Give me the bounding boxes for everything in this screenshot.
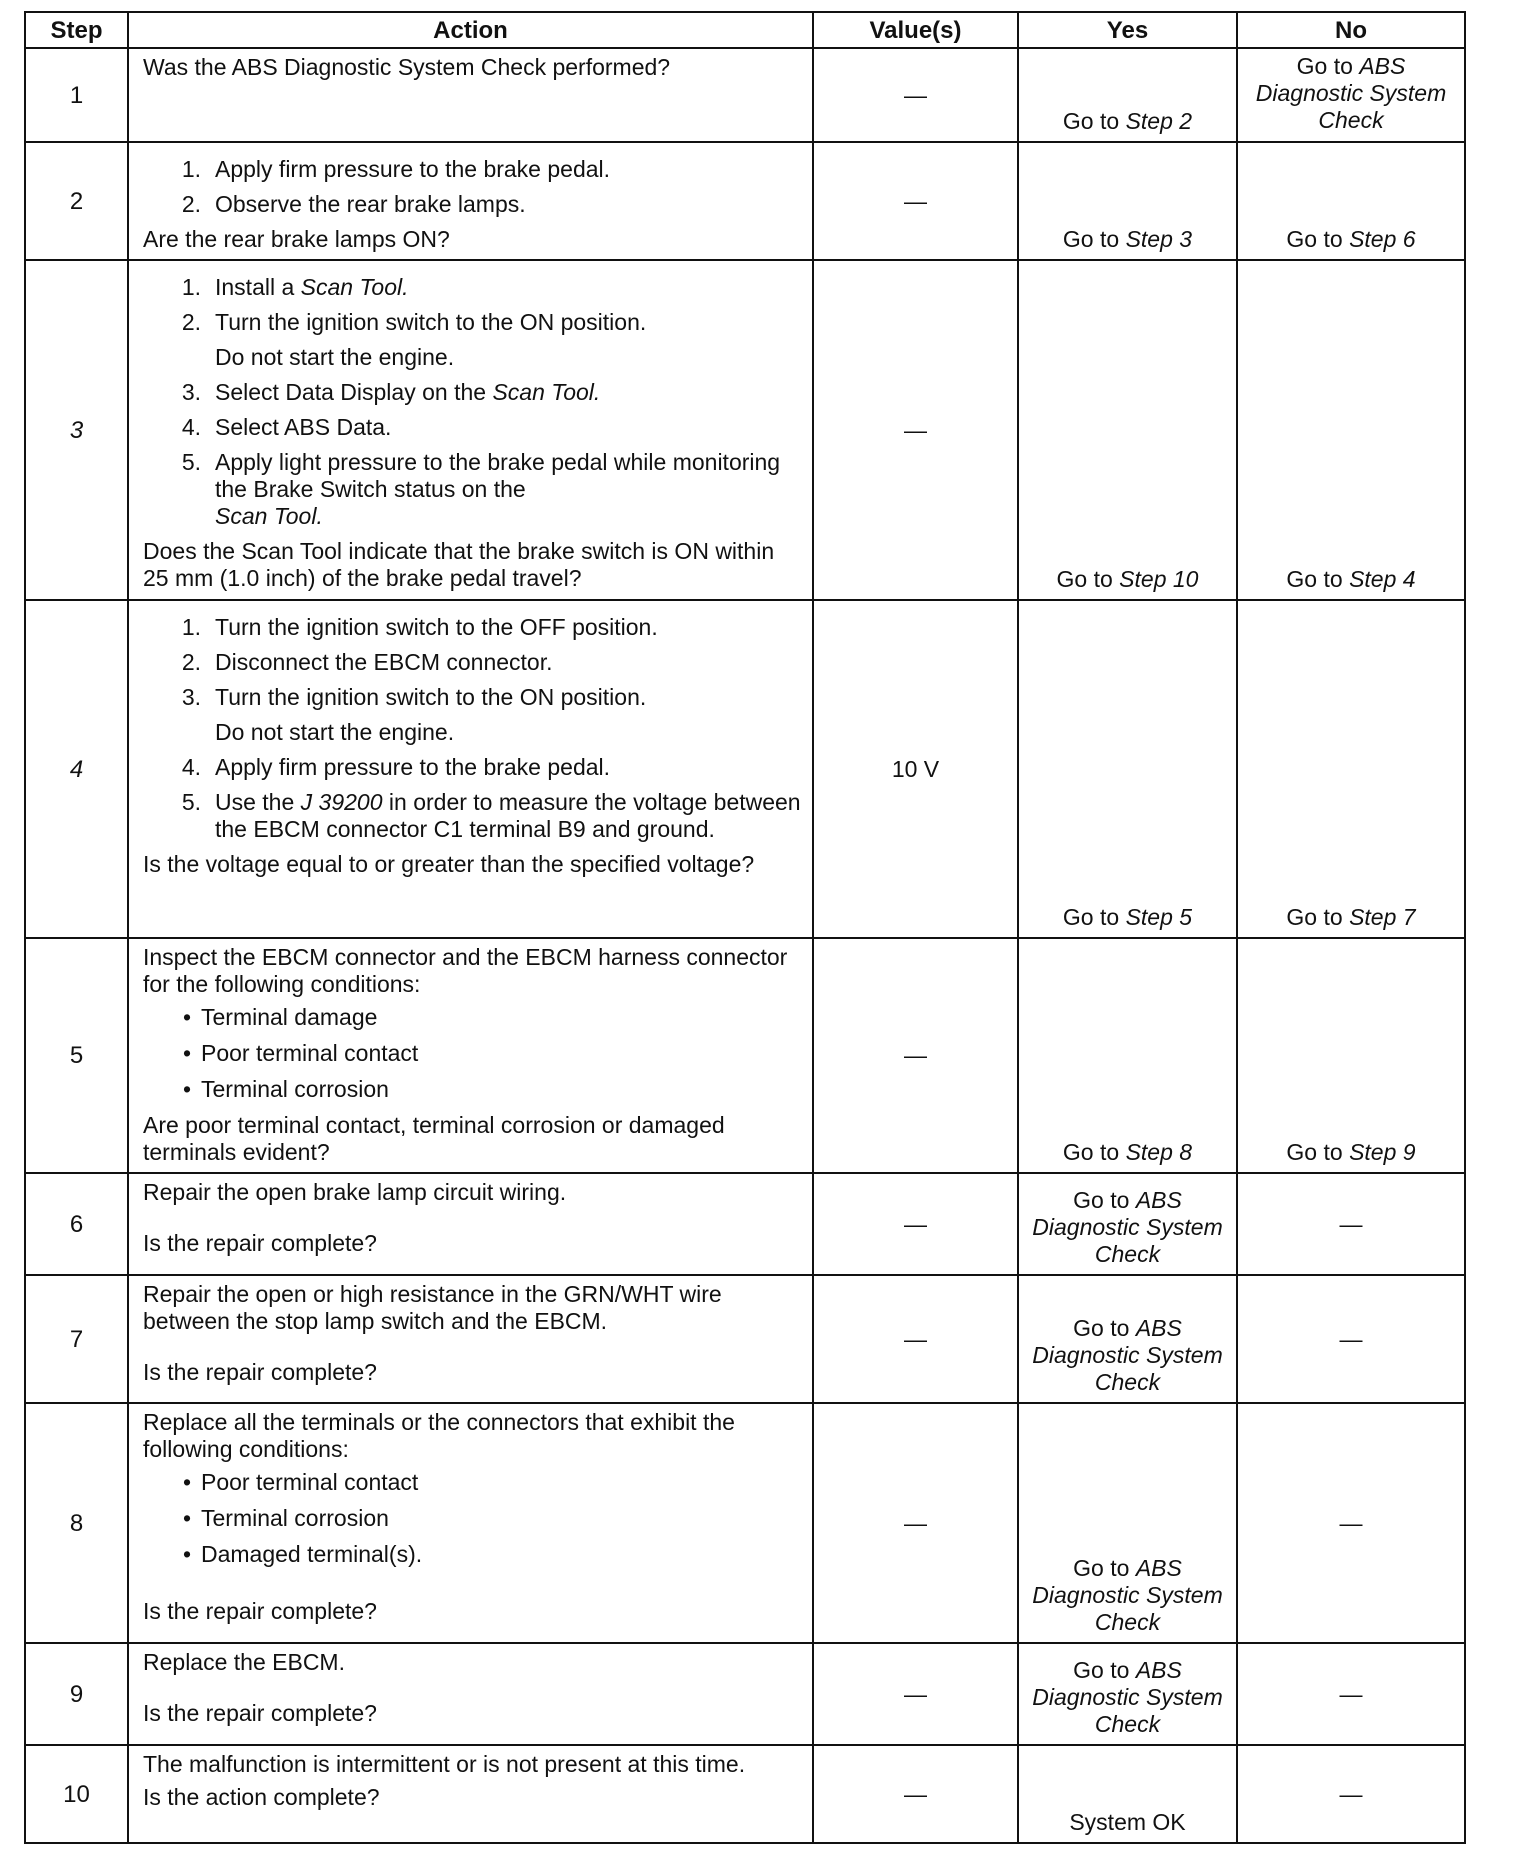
yes-prefix: Go to (1073, 1187, 1136, 1213)
yes-target: Step 3 (1125, 226, 1193, 252)
step-item-number: 5. (181, 449, 201, 475)
no-target: ABS Diagnostic System Check (1255, 53, 1447, 133)
yes-target: ABS Diagnostic System Check (1032, 1657, 1223, 1737)
bullet-icon: • (182, 1541, 191, 1567)
action-intro: Repair the open brake lamp circuit wiring. (143, 1179, 567, 1205)
list-item-text: Terminal corrosion (201, 1505, 389, 1531)
header-action: Action (128, 12, 813, 48)
no-prefix: Go to (1286, 226, 1350, 252)
table-row-step-9 (25, 1643, 1465, 1745)
step-number-text: 3 (69, 416, 84, 444)
no-prefix: Go to (1286, 904, 1350, 930)
value-cell: — (813, 1643, 1018, 1745)
step-item-text-pre: Select Data Display on the (215, 379, 493, 405)
action-question: Is the repair complete? (143, 1359, 377, 1385)
action-step-item (143, 649, 802, 676)
no-cell: — (1237, 1275, 1465, 1403)
action-intro: Inspect the EBCM connector and the EBCM harness connector for the following conditions: (143, 944, 788, 997)
yes-cell (1018, 48, 1237, 142)
step-item-number: 1. (181, 614, 201, 640)
step-number (25, 600, 128, 938)
step-item-number: 2. (181, 309, 201, 335)
step-number: 6 (25, 1173, 128, 1275)
no-prefix: Go to (1296, 53, 1360, 79)
table-row-step-10 (25, 1745, 1465, 1843)
step-item-sub: Do not start the engine. (215, 344, 455, 370)
no-prefix: Go to (1286, 1139, 1350, 1165)
list-item (143, 1076, 802, 1103)
list-item-text: Terminal corrosion (201, 1076, 389, 1102)
condition-list (143, 1004, 802, 1103)
yes-cell (1018, 1403, 1237, 1643)
action-cell (128, 1745, 813, 1843)
no-target: Step 7 (1349, 904, 1416, 930)
action-step-item (143, 754, 802, 781)
step-item-number: 5. (181, 789, 201, 815)
step-item-text (215, 449, 802, 530)
action-step-item (143, 414, 802, 441)
step-item-number: 1. (181, 156, 201, 182)
diagnostic-table (24, 11, 1466, 1844)
no-cell (1237, 938, 1465, 1173)
no-cell: — (1237, 1173, 1465, 1275)
list-item (143, 1541, 802, 1568)
action-steps (143, 156, 802, 218)
action-intro: Replace the EBCM. (143, 1649, 345, 1675)
yes-target: ABS Diagnostic System Check (1032, 1555, 1223, 1635)
step-item-text: Observe the rear brake lamps. (215, 191, 526, 217)
action-cell (128, 1275, 813, 1403)
action-question: Is the voltage equal to or greater than the specified voltage? (143, 851, 755, 877)
step-item-number: 3. (181, 379, 201, 405)
step-item-number: 4. (181, 754, 201, 780)
step-number: 7 (25, 1275, 128, 1403)
step-item-main: Apply light pressure to the brake pedal while monitoring the Brake Switch status on the (215, 449, 781, 502)
action-question: Is the action complete? (143, 1784, 380, 1810)
yes-cell: System OK (1018, 1745, 1237, 1843)
action-step-item (143, 449, 802, 530)
no-target: Step 9 (1349, 1139, 1416, 1165)
step-item-text-em: Scan Tool. (492, 379, 601, 405)
action-step-item (143, 614, 802, 641)
action-intro: Was the ABS Diagnostic System Check performed? (143, 54, 671, 80)
table-row-step-7 (25, 1275, 1465, 1403)
action-cell (128, 1403, 813, 1643)
yes-target: ABS Diagnostic System Check (1032, 1315, 1223, 1395)
step-item-text-pre: Use the (215, 789, 301, 815)
table-row-step-4 (25, 600, 1465, 938)
table-row-step-2 (25, 142, 1465, 260)
yes-prefix: Go to (1073, 1315, 1136, 1341)
step-item-number: 4. (181, 414, 201, 440)
action-intro: Replace all the terminals or the connectors that exhibit the following conditions: (143, 1409, 735, 1462)
step-number: 2 (25, 142, 128, 260)
yes-target: Step 2 (1125, 108, 1193, 134)
yes-prefix: Go to (1062, 904, 1126, 930)
action-intro: Repair the open or high resistance in the GRN/WHT wire between the stop lamp switch and the EBCM. (143, 1281, 722, 1334)
yes-cell (1018, 600, 1237, 938)
value-cell: — (813, 1403, 1018, 1643)
table-row-step-3 (25, 260, 1465, 600)
action-cell (128, 1643, 813, 1745)
list-item (143, 1040, 802, 1067)
step-item-number: 2. (181, 649, 201, 675)
action-step-item (143, 191, 802, 218)
step-item-main: Turn the ignition switch to the OFF position. (215, 614, 658, 640)
header-values: Value(s) (813, 12, 1018, 48)
yes-target: ABS Diagnostic System Check (1032, 1187, 1223, 1267)
step-number (25, 260, 128, 600)
action-step-item (143, 274, 802, 301)
action-question: Is the repair complete? (143, 1700, 377, 1726)
no-cell (1237, 600, 1465, 938)
no-cell (1237, 48, 1465, 142)
yes-target: Step 5 (1125, 904, 1193, 930)
step-item-text (215, 309, 802, 371)
table-row-step-5 (25, 938, 1465, 1173)
table-row-step-1 (25, 48, 1465, 142)
value-cell: — (813, 1275, 1018, 1403)
action-question: Are the rear brake lamps ON? (143, 226, 450, 252)
step-item-text (215, 379, 802, 406)
step-item-text-em: Scan Tool. (300, 274, 409, 300)
action-question: Is the repair complete? (143, 1230, 377, 1256)
action-question: Does the Scan Tool indicate that the brake switch is ON within 25 mm (1.0 inch) of the brake pedal travel? (143, 538, 775, 591)
action-cell (128, 260, 813, 600)
yes-target: Step 10 (1119, 566, 1199, 592)
step-item-main: Apply firm pressure to the brake pedal. (215, 754, 611, 780)
list-item-text: Damaged terminal(s). (201, 1541, 423, 1567)
action-step-item (143, 789, 802, 843)
value-cell: — (813, 938, 1018, 1173)
no-cell: — (1237, 1745, 1465, 1843)
list-item (143, 1469, 802, 1496)
action-intro: The malfunction is intermittent or is not present at this time. (143, 1751, 746, 1777)
step-item-main: Disconnect the EBCM connector. (215, 649, 553, 675)
yes-prefix: Go to (1062, 1139, 1126, 1165)
yes-cell (1018, 1643, 1237, 1745)
step-number: 8 (25, 1403, 128, 1643)
action-step-item (143, 156, 802, 183)
list-item-text: Poor terminal contact (201, 1040, 419, 1066)
table-row-step-6 (25, 1173, 1465, 1275)
action-step-item (143, 379, 802, 406)
value-cell: — (813, 1745, 1018, 1843)
diagnostic-table-document (24, 11, 1464, 1844)
no-prefix: Go to (1286, 566, 1350, 592)
yes-cell (1018, 1173, 1237, 1275)
action-question: Is the repair complete? (143, 1598, 377, 1624)
yes-prefix: Go to (1073, 1555, 1136, 1581)
bullet-icon: • (182, 1040, 191, 1066)
action-step-item (143, 309, 802, 371)
no-cell: — (1237, 1403, 1465, 1643)
value-cell: — (813, 260, 1018, 600)
step-item-text-post: in order to measure the voltage between the EBCM connector C1 terminal B9 and ground. (215, 789, 801, 842)
step-item-text (215, 684, 802, 746)
header-no: No (1237, 12, 1465, 48)
action-cell (128, 1173, 813, 1275)
bullet-icon: • (182, 1469, 191, 1495)
header-yes: Yes (1018, 12, 1237, 48)
step-item-text (215, 274, 802, 301)
action-steps (143, 614, 802, 843)
condition-list (143, 1469, 802, 1568)
yes-prefix: Go to (1056, 566, 1120, 592)
bullet-icon: • (182, 1004, 191, 1030)
bullet-icon: • (182, 1505, 191, 1531)
list-item (143, 1505, 802, 1532)
header-step: Step (25, 12, 128, 48)
step-number: 10 (25, 1745, 128, 1843)
step-item-text-em: J 39200 (300, 789, 383, 815)
yes-cell (1018, 1275, 1237, 1403)
value-cell: — (813, 48, 1018, 142)
list-item-text: Poor terminal contact (201, 1469, 419, 1495)
table-row-step-8 (25, 1403, 1465, 1643)
action-cell (128, 600, 813, 938)
step-item-number: 2. (181, 191, 201, 217)
step-number-text: 4 (69, 755, 84, 783)
step-item-sub: Do not start the engine. (215, 719, 455, 745)
yes-prefix: Go to (1062, 108, 1126, 134)
no-cell: — (1237, 1643, 1465, 1745)
step-item-text-em: Scan Tool. (215, 503, 323, 529)
no-cell (1237, 260, 1465, 600)
step-number: 1 (25, 48, 128, 142)
yes-prefix: Go to (1073, 1657, 1136, 1683)
step-item-number: 3. (181, 684, 201, 710)
action-step-item (143, 684, 802, 746)
bullet-icon: • (182, 1076, 191, 1102)
step-item-main: Turn the ignition switch to the ON position. (215, 684, 647, 710)
list-item (143, 1004, 802, 1031)
step-item-text-pre: Install a (215, 274, 301, 300)
action-cell (128, 48, 813, 142)
yes-target: Step 8 (1125, 1139, 1193, 1165)
action-question: Are poor terminal contact, terminal corrosion or damaged terminals evident? (143, 1112, 725, 1165)
action-cell (128, 142, 813, 260)
value-cell: — (813, 1173, 1018, 1275)
value-cell: 10 V (813, 600, 1018, 938)
no-target: Step 6 (1349, 226, 1416, 252)
yes-cell (1018, 142, 1237, 260)
action-steps (143, 274, 802, 530)
step-item-main: Select ABS Data. (215, 414, 392, 440)
no-target: Step 4 (1349, 566, 1416, 592)
action-cell (128, 938, 813, 1173)
value-cell: — (813, 142, 1018, 260)
step-item-number: 1. (181, 274, 201, 300)
step-number: 5 (25, 938, 128, 1173)
no-cell (1237, 142, 1465, 260)
yes-cell (1018, 260, 1237, 600)
table-header-row (25, 12, 1465, 48)
list-item-text: Terminal damage (201, 1004, 378, 1030)
yes-prefix: Go to (1062, 226, 1126, 252)
step-item-main: Turn the ignition switch to the ON position. (215, 309, 647, 335)
step-item-text: Apply firm pressure to the brake pedal. (215, 156, 611, 182)
step-item-text (215, 789, 802, 843)
step-number: 9 (25, 1643, 128, 1745)
yes-cell (1018, 938, 1237, 1173)
